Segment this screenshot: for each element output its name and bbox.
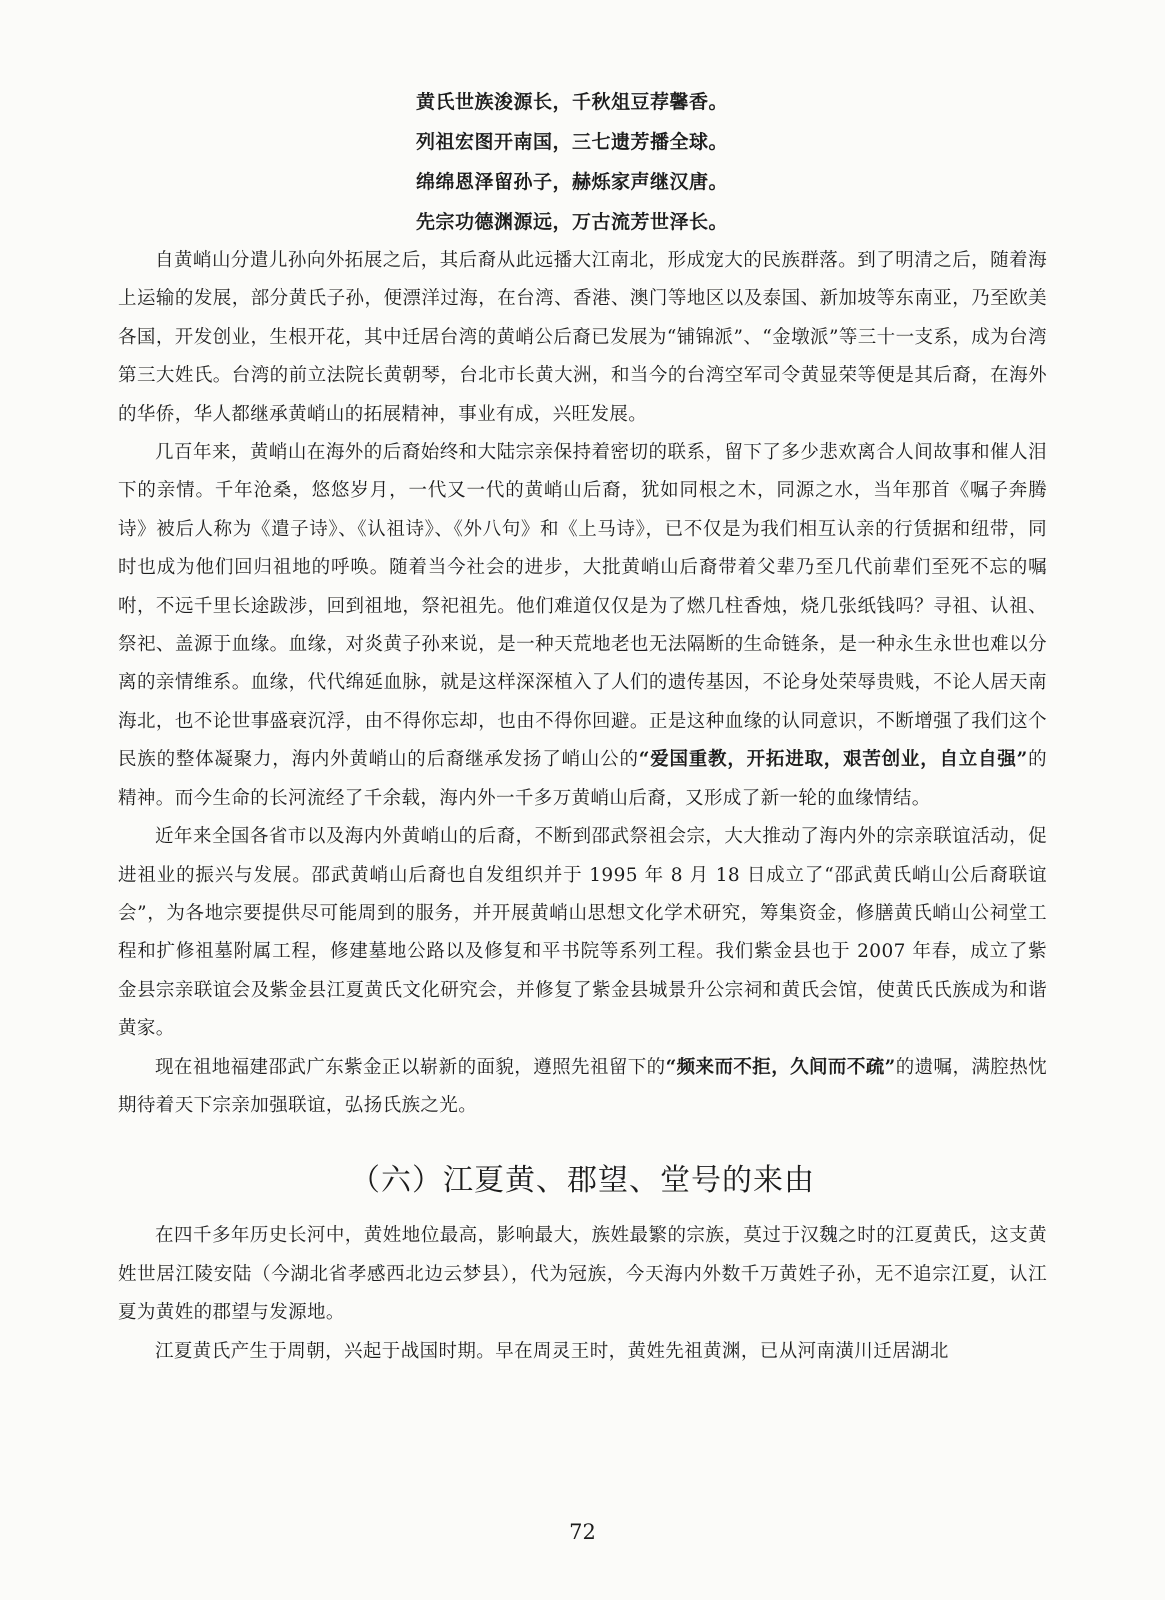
paragraph-text: 现在祖地福建邵武广东紫金正以崭新的面貌，遵照先祖留下的 xyxy=(155,1056,666,1078)
page-number: 72 xyxy=(569,1520,596,1544)
poem-line: 列祖宏图开南国，三七遗芳播全球。 xyxy=(416,131,729,153)
bold-quote: “频来而不拒，久间而不疏” xyxy=(665,1056,896,1078)
paragraph-text: 的遗嘱，满腔热忱期待着天下宗亲加强联谊，弘扬氏族之光。 xyxy=(118,1056,1048,1116)
poem-line: 绵绵恩泽留孙子，赫烁家声继汉唐。 xyxy=(416,171,729,193)
paragraph-ancestral-land xyxy=(118,1049,1047,1126)
paragraph-text: 几百年来，黄峭山在海外的后裔始终和大陆宗亲保持着密切的联系，留下了多少悲欢离合人间故事和催人泪下的亲情。千年沧桑，悠悠岁月，一代又一代的黄峭山后裔，犹如同根之木，同源之水，当年那首《嘱子奔腾诗》被后人称为《遣子诗》、《认祖诗》、《外八句》和《上马诗》，已不仅是为我们相互认亲的行赁据和纽带，同时也成为他们回归祖地的呼唤。随着当今社会的进步，大批黄峭山后裔带着父辈乃至几代前辈们至死不忘的嘱咐，不远千里长途跋涉，回到祖地，祭祀祖先。他们难道仅仅是为了燃几柱香烛，烧几张纸钱吗？寻祖、认祖、祭祀、盖源于血缘。血缘，对炎黄子孙来说，是一种天荒地老也无法隔断的生命链条，是一种永生永世也难以分离的亲情维系。血缘，代代绵延血脉，就是这样深深植入了人们的遗传基因，不论身处荣辱贵贱，不论人居天南海北，也不论世事盛衰沉浮，由不得你忘却，也由不得你回避。正是这种血缘的认同意识，不断增强了我们这个民族的整体凝聚力，海内外黄峭山的后裔继承发扬了峭山公的 xyxy=(118,442,1047,771)
paragraph-jiangxia-origin: 在四千多年历史长河中，黄姓地位最高，影响最大，族姓最繁的宗族，莫过于汉魏之时的江夏黄氏，这支黄姓世居江陵安陆（今湖北省孝感西北边云梦县），代为冠族，今天海内外数千万黄姓子孙，无不追宗江夏，认江夏为黄姓的郡望与发源地。 xyxy=(118,1225,1047,1324)
poem-line: 黄氏世族浚源长，千秋俎豆荐馨香。 xyxy=(416,91,729,113)
poem-line: 先宗功德渊源远，万古流芳世泽长。 xyxy=(416,211,729,233)
paragraph-overseas-expansion: 自黄峭山分遣儿孙向外拓展之后，其后裔从此远播大江南北，形成宠大的民族群落。到了明清之后，随着海上运输的发展，部分黄氏子孙，便漂洋过海，在台湾、香港、澳门等地区以及泰国、新加坡等东南亚，乃至欧美各国，开发创业，生根开花，其中迁居台湾的黄峭公后裔已发展为“铺锦派”、“金墩派”等三十一支系，成为台湾第三大姓氏。台湾的前立法院长黄朝琴，台北市长黄大洲，和当今的台湾空军司令黄显荣等便是其后裔，在海外的华侨，华人都继承黄峭山的拓展精神，事业有成，兴旺发展。 xyxy=(118,250,1047,425)
paragraph-text: 的精神。而今生命的长河流经了千余载，海内外一千多万黄峭山后裔，又形成了新一轮的血缘情结。 xyxy=(118,749,1047,809)
paragraph-blood-ties xyxy=(118,434,1047,818)
paragraph-jiangxia-history: 江夏黄氏产生于周朝，兴起于战国时期。早在周灵王时，黄姓先祖黄渊，已从河南潢川迁居湖北 xyxy=(155,1340,949,1362)
bold-quote: “爱国重教，开拓进取，艰苦创业，自立自强” xyxy=(638,749,1028,771)
paragraph-association: 近年来全国各省市以及海内外黄峭山的后裔，不断到邵武祭祖会宗，大大推动了海内外的宗亲联谊活动，促进祖业的振兴与发展。邵武黄峭山后裔也自发组织并于 1995 年 8 月 18 日成立了“邵武黄氏峭山公后裔联谊会”，为各地宗要提供尽可能周到的服务，并开展黄峭山思想文化学术研究，筹集资金，修膳黄氏峭山公祠堂工程和扩修祖墓附属工程，修建墓地公路以及修复和平书院等系列工程。我们紫金县也于 2007 年春，成立了紫金县宗亲联谊会及紫金县江夏黄氏文化研究会，并修复了紫金县城景升公宗祠和黄氏会馆，使黄氏氏族成为和谐黄家。 xyxy=(118,826,1047,1040)
poem xyxy=(416,82,1047,242)
section-heading: （六）江夏黄、郡望、堂号的来由 xyxy=(350,1163,815,1199)
